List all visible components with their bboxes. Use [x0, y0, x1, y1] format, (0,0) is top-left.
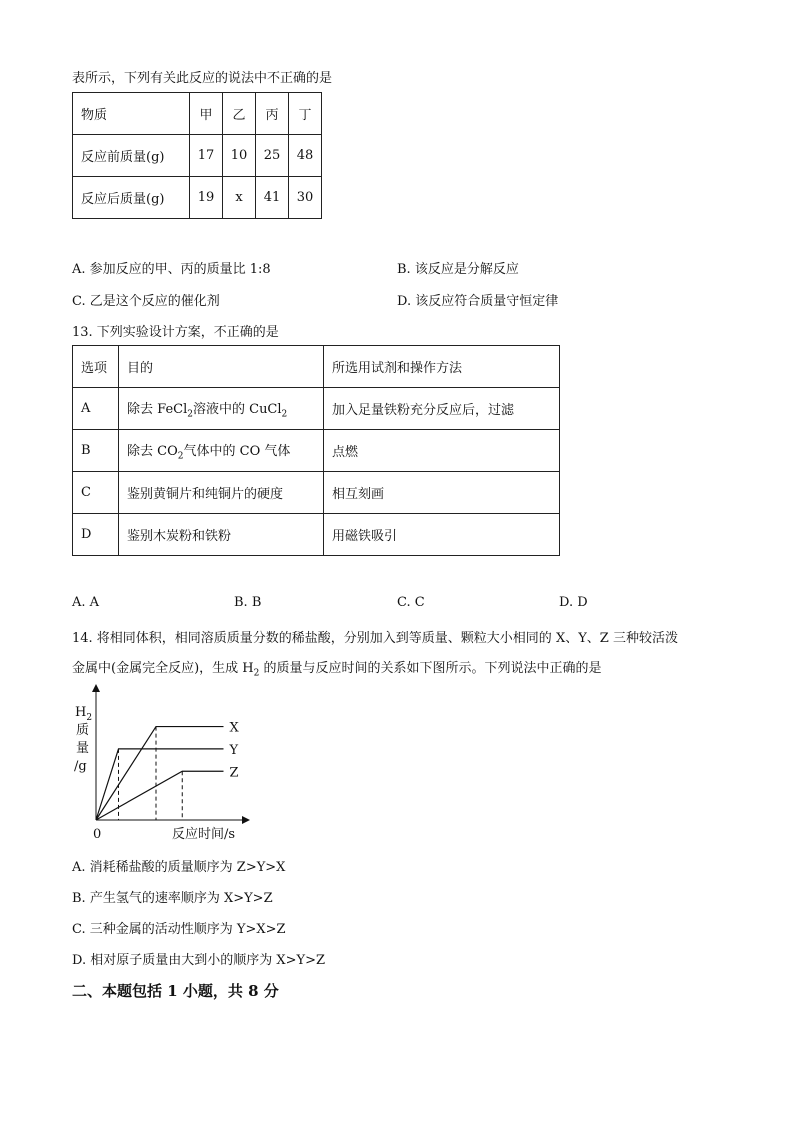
mass-table	[72, 92, 322, 219]
table1-cell: 17	[190, 135, 223, 177]
q14-stem-line2: 金属中(金属完全反应)，生成 $H_2$ 的质量与反应时间的关系如下图所示。下列说法中正确的是	[72, 661, 602, 679]
table1-header-0: 物质	[73, 93, 190, 135]
q14-option-b: B. 产生氢气的速率顺序为 X>Y>Z	[72, 891, 273, 906]
q13-cell: 鉴别黄铜片和纯铜片的硬度	[119, 472, 324, 514]
q13-cell: C	[73, 472, 119, 514]
h2-mass-chart	[68, 684, 258, 844]
q14-option-c: C. 三种金属的活动性顺序为 Y>X>Z	[72, 922, 286, 937]
q12-option-b: B. 该反应是分解反应	[397, 262, 519, 277]
table1-cell: x	[223, 177, 256, 219]
series-label-x: X	[229, 720, 239, 736]
series-line-z	[96, 771, 224, 820]
q13-cell: 除去 FeCl$_2$溶液中的 CuCl$_2$	[119, 388, 324, 430]
y-axis-label-zhi: 质	[76, 723, 90, 738]
q13-cell: 除去 $CO_2$气体中的 CO 气体	[119, 430, 324, 472]
table1-header-4: 丁	[289, 93, 322, 135]
q13-cell: 鉴别木炭粉和铁粉	[119, 514, 324, 556]
q13-header-1: 目的	[119, 346, 324, 388]
q13-header-0: 选项	[73, 346, 119, 388]
table1-header-2: 乙	[223, 93, 256, 135]
table1-header-3: 丙	[256, 93, 289, 135]
series-line-x	[96, 727, 224, 820]
table1-cell: 25	[256, 135, 289, 177]
intro-text: 表所示，下列有关此反应的说法中不正确的是	[72, 71, 333, 86]
q12-option-c: C. 乙是这个反应的催化剂	[72, 294, 220, 309]
q13-option-d: D. D	[559, 595, 588, 610]
table1-cell: 10	[223, 135, 256, 177]
q13-cell: D	[73, 514, 119, 556]
q13-cell: B	[73, 430, 119, 472]
table1-cell: 41	[256, 177, 289, 219]
q14-stem-line1: 14. 将相同体积，相同溶质质量分数的稀盐酸，分别加入到等质量、颗粒大小相同的 X、Y、Z 三种较活泼	[72, 631, 678, 646]
series-label-z: Z	[229, 765, 239, 781]
q13-cell: 用磁铁吸引	[324, 514, 560, 556]
x-axis-label: 反应时间/s	[172, 827, 236, 842]
table1-cell: 30	[289, 177, 322, 219]
q13-option-a: A. A	[72, 595, 100, 610]
q12-option-d: D. 该反应符合质量守恒定律	[397, 294, 559, 309]
table1-cell: 反应后质量(g)	[73, 177, 190, 219]
q13-option-b: B. B	[234, 595, 262, 610]
q13-option-c: C. C	[397, 595, 425, 610]
y-axis-label-unit: /g	[74, 759, 87, 774]
q13-cell: 点燃	[324, 430, 560, 472]
table1-cell: 反应前质量(g)	[73, 135, 190, 177]
q13-header-2: 所选用试剂和操作方法	[324, 346, 560, 388]
y-axis-label-h: $H_2$	[75, 705, 93, 723]
q13-cell: A	[73, 388, 119, 430]
table1-header-1: 甲	[190, 93, 223, 135]
q14-option-d: D. 相对原子质量由大到小的顺序为 X>Y>Z	[72, 953, 326, 968]
q12-option-a: A. 参加反应的甲、丙的质量比 1:8	[72, 262, 271, 277]
q14-option-a: A. 消耗稀盐酸的质量顺序为 Z>Y>X	[72, 860, 286, 875]
q13-cell: 加入足量铁粉充分反应后，过滤	[324, 388, 560, 430]
table1-cell: 19	[190, 177, 223, 219]
experiment-table	[72, 345, 560, 556]
origin-label: 0	[93, 827, 102, 842]
y-axis-label-liang: 量	[76, 741, 90, 756]
series-label-y: Y	[229, 742, 239, 758]
section-heading: 二、本题包括 1 小题，共 8 分	[72, 982, 279, 1000]
q13-stem: 13. 下列实验设计方案，不正确的是	[72, 325, 279, 340]
q13-cell: 相互刻画	[324, 472, 560, 514]
table1-cell: 48	[289, 135, 322, 177]
